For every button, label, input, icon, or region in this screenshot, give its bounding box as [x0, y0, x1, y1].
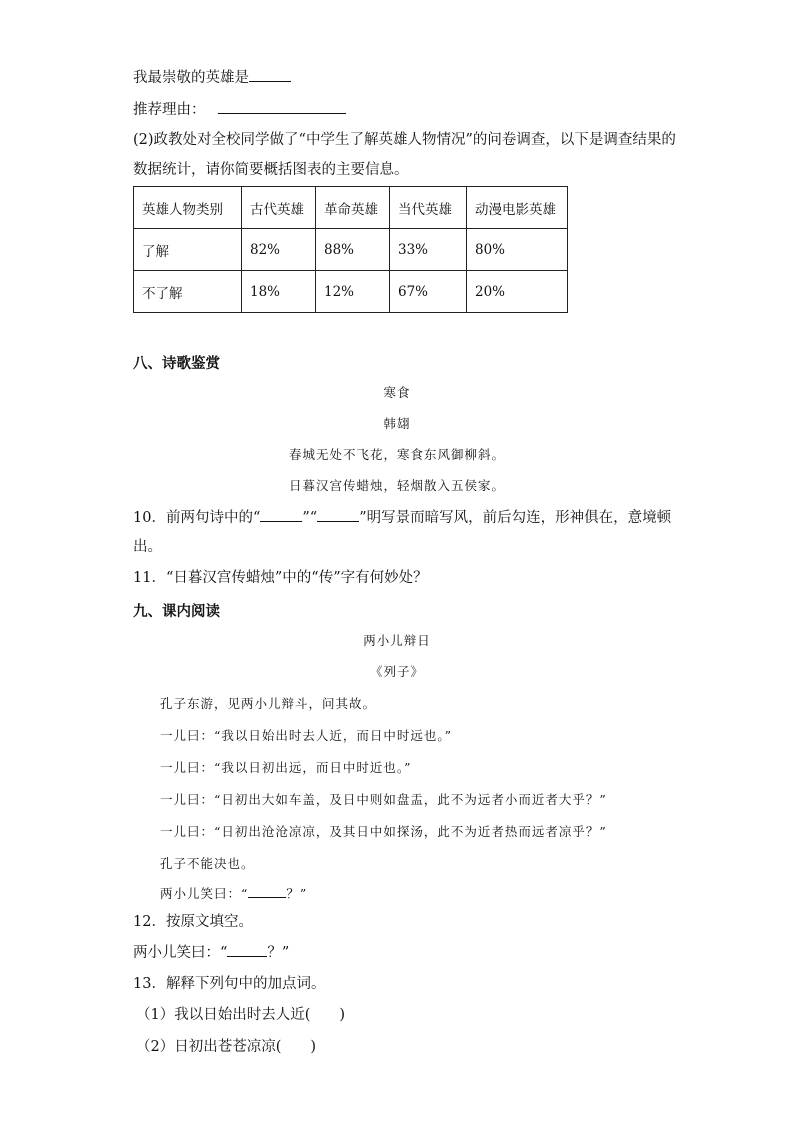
passage-line: 一儿曰：“我以日初出远，而日中时近也。” [160, 760, 412, 775]
table-cell: 33% [390, 229, 467, 271]
q10-prefix: 10．前两句诗中的“ [133, 510, 261, 526]
q10-suffix: ”明写景而暗写风，前后勾连，形神俱在，意境顿 [359, 510, 672, 526]
survey-table [133, 186, 568, 313]
passage-last-prefix: 两小儿笑曰：“ [160, 886, 249, 901]
table-cell: 动漫电影英雄 [467, 187, 568, 229]
q10-blank1[interactable] [260, 507, 302, 522]
table-cell: 了解 [134, 229, 242, 271]
passage-blank[interactable] [248, 885, 286, 898]
q12-fill-line [133, 942, 289, 963]
table-cell: 12% [316, 271, 390, 313]
q12-blank[interactable] [227, 942, 267, 957]
q11-text: 11．“日暮汉宫传蜡烛”中的“传”字有何妙处？ [133, 570, 428, 586]
q13-item2: （2）日初出苍苍凉凉( ) [136, 1039, 317, 1055]
passage-line: 孔子不能决也。 [160, 856, 255, 871]
hero-label: 我最崇敬的英雄是 [133, 70, 249, 86]
q12-fill-suffix: ？” [267, 945, 290, 961]
passage-last-suffix: ？” [286, 886, 308, 901]
table-cell: 88% [316, 229, 390, 271]
q10-mid: ”“ [302, 510, 318, 526]
passage-last-line [160, 884, 307, 902]
q10-line2: 出。 [133, 539, 162, 555]
q13-text: 13．解释下列句中的加点词。 [133, 976, 326, 992]
poem-line2: 日暮汉宫传蜡烛，轻烟散入五侯家。 [288, 478, 505, 493]
q12-fill-prefix: 两小儿笑曰：“ [133, 945, 228, 961]
hero-line [133, 67, 291, 88]
q12-text: 12．按原文填空。 [133, 914, 253, 930]
poem-title: 寒食 [383, 385, 411, 400]
section8-title: 八、诗歌鉴赏 [133, 356, 220, 372]
table-cell: 80% [467, 229, 568, 271]
q2-line1: (2)政教处对全校同学做了“中学生了解英雄人物情况”的问卷调查，以下是调查结果的 [133, 132, 676, 148]
table-cell: 18% [242, 271, 316, 313]
passage-line: 一儿曰：“日初出沧沧凉凉，及其日中如探汤，此不为近者热而远者凉乎？” [160, 824, 607, 839]
table-row [134, 229, 568, 271]
reason-blank[interactable] [218, 99, 346, 114]
table-cell: 革命英雄 [316, 187, 390, 229]
passage-line: 孔子东游，见两小儿辩斗，问其故。 [160, 696, 377, 711]
hero-blank[interactable] [249, 67, 291, 82]
table-row [134, 271, 568, 313]
q13-item1: （1）我以日始出时去人近( ) [136, 1007, 346, 1023]
table-cell: 古代英雄 [242, 187, 316, 229]
passage-line: 一儿曰：“日初出大如车盖，及日中则如盘盂，此不为远者小而近者大乎？” [160, 792, 607, 807]
q10-line1 [133, 507, 671, 528]
reason-label: 推荐理由： [133, 102, 206, 118]
section9-title: 九、课内阅读 [133, 604, 220, 620]
passage-source: 《列子》 [369, 664, 424, 679]
poem-author: 韩翃 [383, 416, 411, 431]
passage-title: 两小儿辩日 [363, 633, 431, 648]
table-cell: 20% [467, 271, 568, 313]
q10-blank2[interactable] [317, 507, 359, 522]
reason-line [133, 99, 346, 120]
table-header-row [134, 187, 568, 229]
table-cell: 英雄人物类别 [134, 187, 242, 229]
passage-line: 一儿曰：“我以日始出时去人近，而日中时远也。” [160, 728, 453, 743]
table-cell: 67% [390, 271, 467, 313]
table-cell: 不了解 [134, 271, 242, 313]
poem-line1: 春城无处不飞花，寒食东风御柳斜。 [288, 447, 505, 462]
table-cell: 当代英雄 [390, 187, 467, 229]
q2-line2: 数据统计，请你简要概括图表的主要信息。 [133, 162, 409, 178]
table-cell: 82% [242, 229, 316, 271]
